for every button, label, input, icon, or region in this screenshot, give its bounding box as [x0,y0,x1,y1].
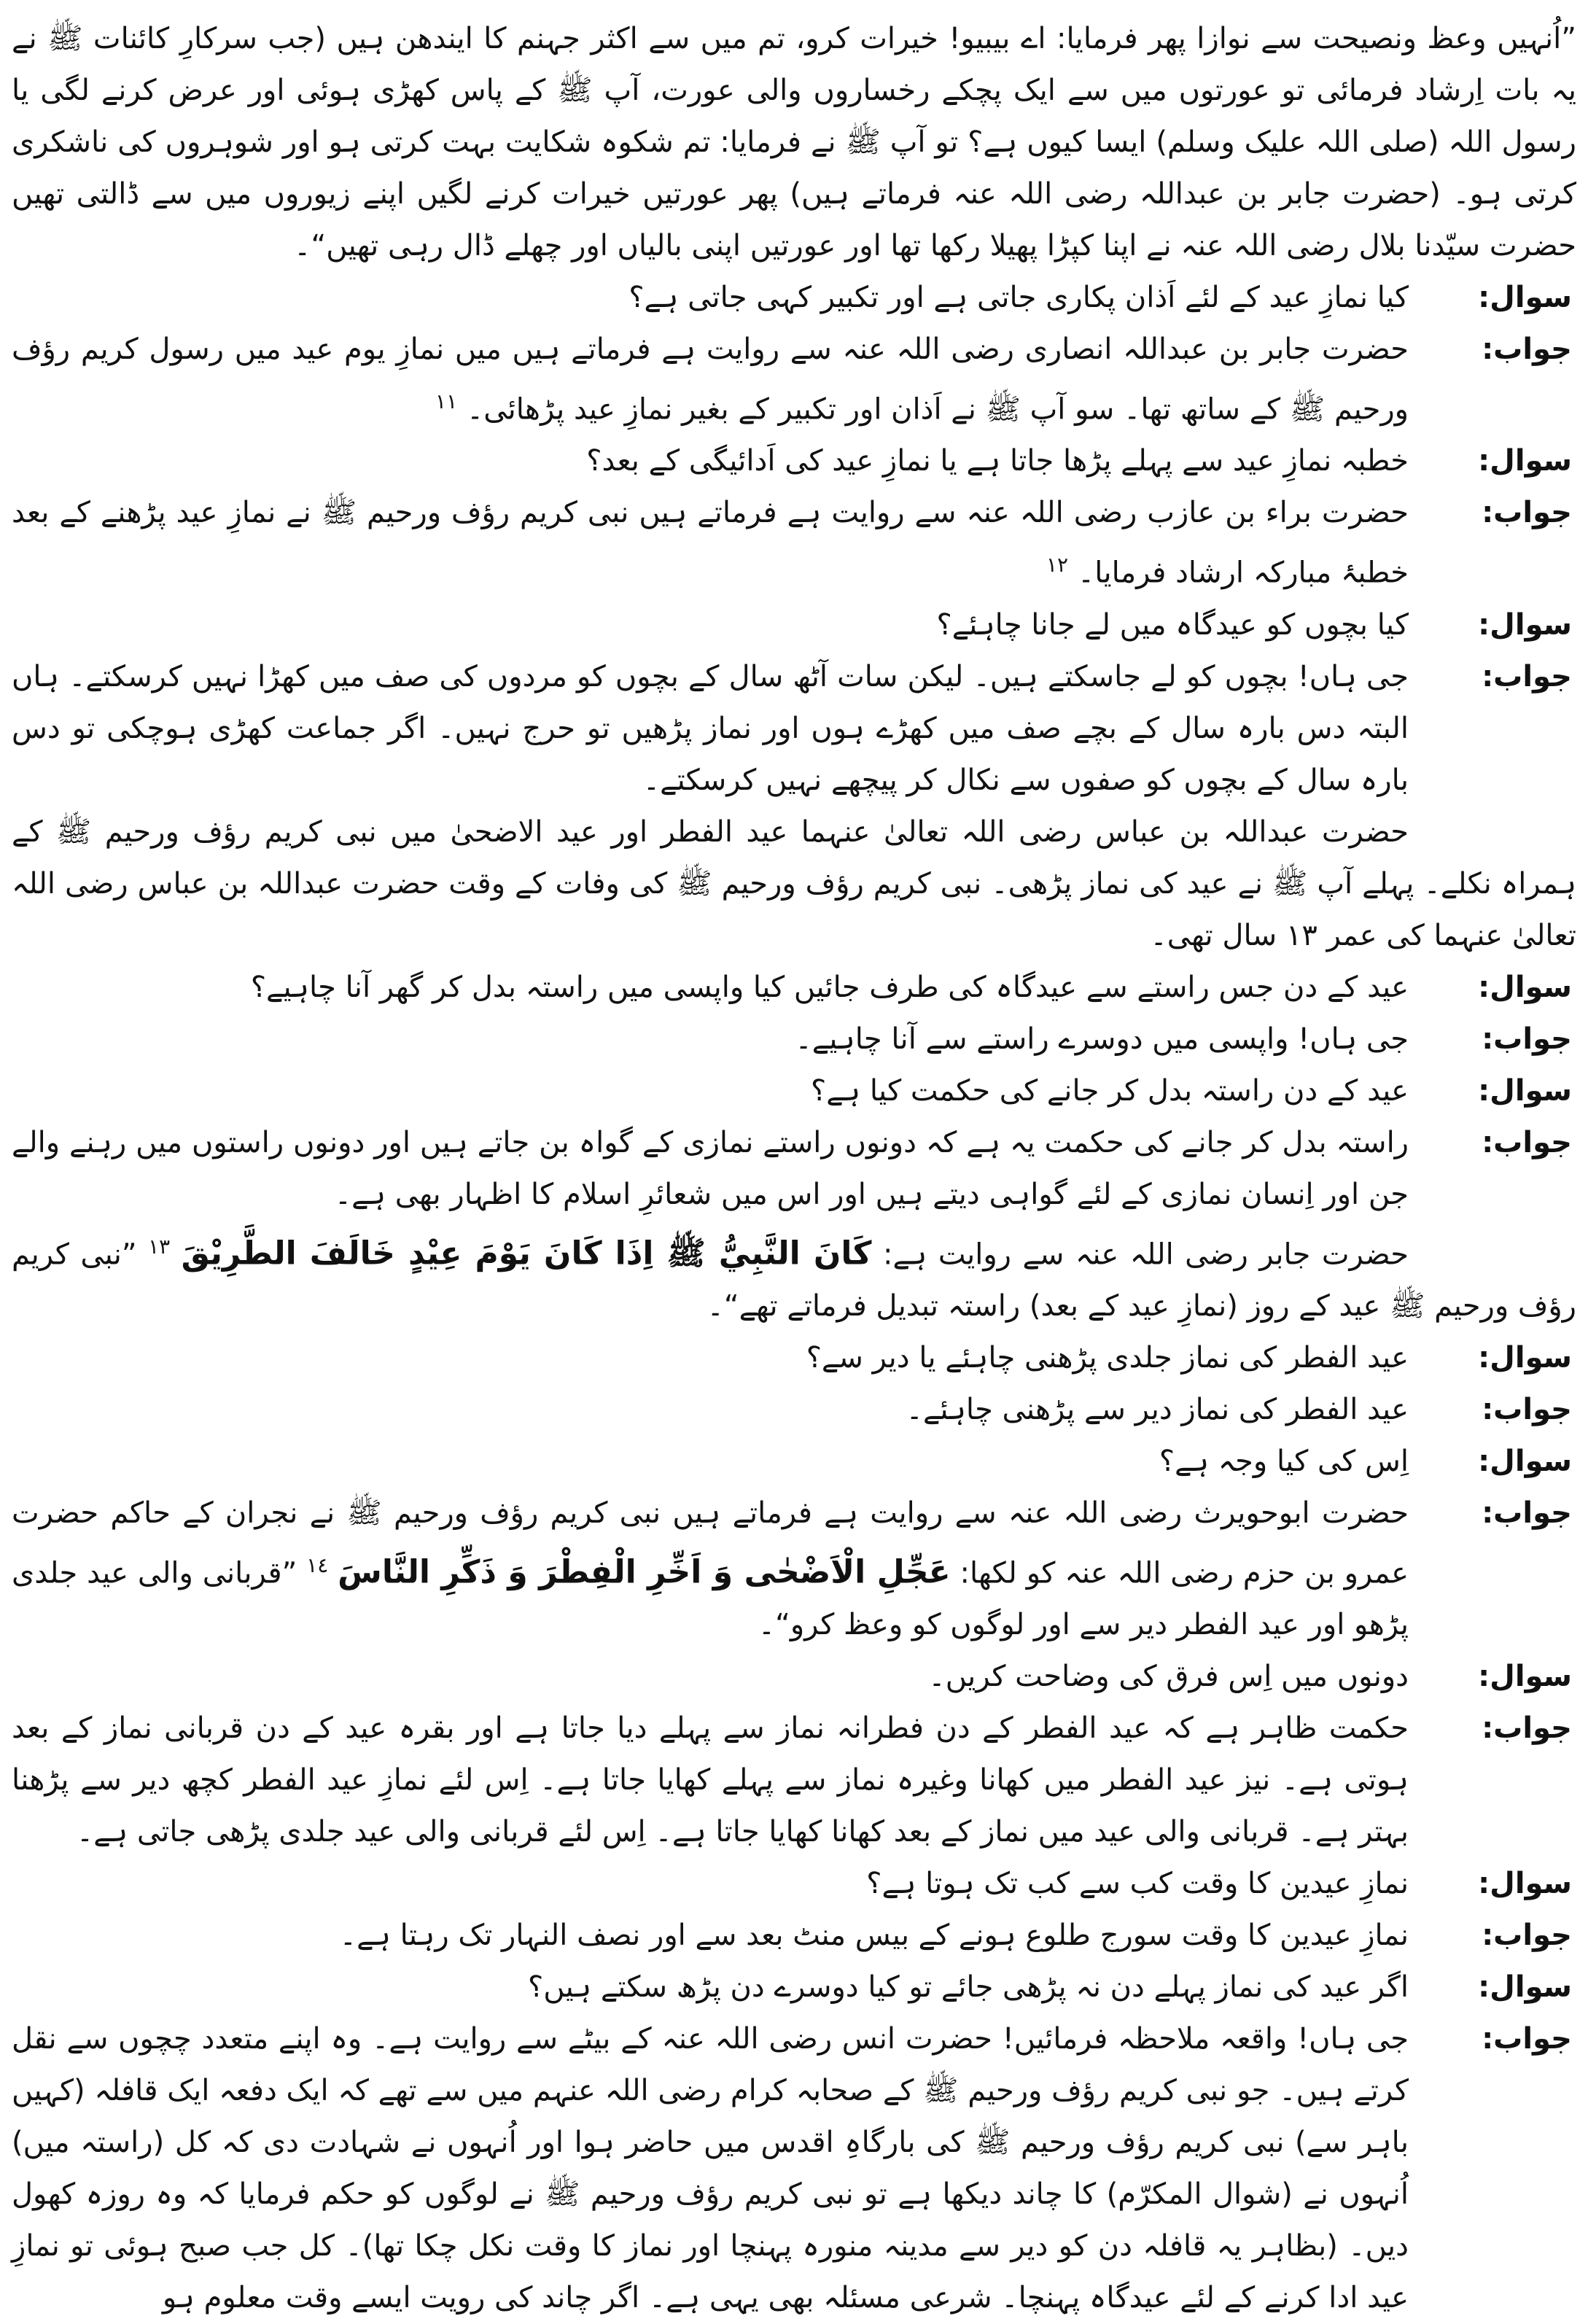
question-row [12,272,1576,324]
answer-text [12,487,1409,599]
question-text: عید الفطر کی نماز جلدی پڑھنی چاہئے یا دیر سے؟ [806,1340,1409,1375]
question-label: سوال: [1478,1073,1572,1108]
arabic-hadith: عَجِّلِ الْاَضْحٰى وَ اَخِّرِ الْفِطْرَ وَ ذَكِّرِ النَّاسَ [338,1553,951,1591]
answer-text: جی ہاں! واپسی میں دوسرے راستے سے آنا چاہیے۔ [795,1022,1409,1056]
question-row [12,1962,1576,2013]
footnote-ref: ١٤ [306,1552,329,1577]
question-text: خطبہ نمازِ عید سے پہلے پڑھا جاتا ہے یا نمازِ عید کی اَدائیگی کے بعد؟ [586,444,1409,478]
hadith-intro: حضرت ابوحویرث رضی اللہ عنہ سے روایت ہے فرماتے ہیں نبی کریم رؤف ورحیم ﷺ نے نجران کے حاکم حضرت عمرو بن حزم رضی اللہ عنہ کو لکھا: [12,1496,1409,1590]
question-label: سوال: [1478,281,1572,314]
answer-label: جواب: [1482,2022,1572,2056]
question-text: اِس کی کیا وجہ ہے؟ [1159,1444,1409,1478]
answer-text: جی ہاں! واقعہ ملاحظہ فرمائیں! حضرت انس رضی اللہ عنہ کے بیٹے سے روایت ہے۔ وہ اپنے متعدد چچوں سے نقل کرتے ہیں۔ جو نبی کریم رؤف ورحیم ﷺ کے صحابہ کرام رضی اللہ عنہم میں سے تھے کہ ایک دفعہ ایک قافلہ (کہیں باہر سے) نبی کریم رؤف ورحیم ﷺ کی بارگاہِ اقدس میں حاضر ہوا اور اُنہوں نے شہادت دی کہ کل (راستہ میں) اُنہوں نے (شوال المکرّم) کا چاند دیکھا ہے تو نبی کریم رؤف ورحیم ﷺ نے لوگوں کو حکم فرمایا کہ وہ روزہ کھول دیں۔ (بظاہر یہ قافلہ دن کو دیر سے مدینہ منورہ پہنچا اور نماز کا وقت نکل چکا تھا)۔ کل جب صبح ہوئی تو نمازِ عید ادا کرنے کے لئے عیدگاہ پہنچا۔ شرعی مسئلہ بھی یہی ہے۔ اگر چاند کی رویت ایسے وقت معلوم ہو [12,2022,1409,2315]
question-text: کیا بچوں کو عیدگاہ میں لے جانا چاہئے؟ [936,607,1409,642]
paragraph-jabir-hadith [12,1221,1576,1332]
answer-row [12,1384,1576,1436]
answer-row [12,324,1576,435]
hadith-translation: ”قربانی والی عید جلدی پڑھو اور عید الفطر دیر سے اور لوگوں کو وعظ کرو“۔ [12,1556,1409,1642]
question-label: سوال: [1478,1867,1572,1901]
answer-text: عید الفطر کی نماز دیر سے پڑھنی چاہئے۔ [906,1392,1409,1426]
answer-row [12,487,1576,599]
answer-row [12,2013,1576,2324]
answer-row [12,1703,1576,1858]
question-label: سوال: [1478,444,1572,478]
answer-text: راستہ بدل کر جانے کی حکمت یہ ہے کہ دونوں راستے نمازی کے گواہ بن جاتے ہیں اور دونوں راستوں میں رہنے والے جن اور اِنسان نمازی کے لئے گواہی دیتے ہیں اور اس میں شعائرِ اسلام کا اظہار بھی ہے۔ [12,1125,1409,1211]
answer-row [12,1014,1576,1065]
question-text: نمازِ عیدین کا وقت کب سے کب تک ہوتا ہے؟ [866,1867,1409,1901]
answer-label: جواب: [1482,1125,1572,1159]
footnote-ref: ١٢ [1046,553,1069,578]
answer-body: حضرت براء بن عازب رضی اللہ عنہ سے روایت ہے فرماتے ہیں نبی کریم رؤف ورحیم ﷺ نے نمازِ عید پڑھنے کے بعد خطبۂ مبارکہ ارشاد فرمایا۔ [12,496,1409,590]
question-label: سوال: [1478,1970,1572,2005]
answer-row [12,651,1576,807]
question-row [12,435,1576,487]
answer-text: نمازِ عیدین کا وقت سورج طلوع ہونے کے بیس منٹ بعد سے اور نصف النہار تک رہتا ہے۔ [339,1919,1409,1953]
answer-body: حضرت جابر بن عبداللہ انصاری رضی اللہ عنہ سے روایت ہے فرماتے ہیں میں نمازِ یوم عید میں رسول کریم رؤف ورحیم ﷺ کے ساتھ تھا۔ سو آپ ﷺ نے اَذان اور تکبیر کے بغیر نمازِ عید پڑھائی۔ [12,333,1409,427]
question-label: سوال: [1478,1444,1572,1478]
answer-row [12,1117,1576,1221]
question-text: دونوں میں اِس فرق کی وضاحت کریں۔ [928,1660,1409,1694]
answer-row [12,1910,1576,1962]
answer-label: جواب: [1482,659,1572,693]
answer-label: جواب: [1482,1496,1572,1530]
hadith-intro: حضرت جابر رضی اللہ عنہ سے روایت ہے: [883,1237,1409,1271]
question-label: سوال: [1478,1340,1572,1375]
answer-row [12,1488,1576,1651]
answer-label: جواب: [1482,1022,1572,1056]
hadith-translation: ”نبی کریم رؤف ورحیم ﷺ عید کے روز (نمازِ عید کے بعد) راستہ تبدیل فرماتے تھے“۔ [12,1237,1576,1323]
question-text: عید کے دن راستہ بدل کر جانے کی حکمت کیا ہے؟ [811,1073,1409,1108]
answer-label: جواب: [1482,1392,1572,1426]
question-row [12,1065,1576,1117]
question-label: سوال: [1478,607,1572,642]
footnote-ref: ١٣ [148,1234,171,1259]
question-text: کیا نمازِ عید کے لئے اَذان پکاری جاتی ہے اور تکبیر کہی جاتی ہے؟ [628,281,1409,314]
question-text: عید کے دن جس راستے سے عیدگاہ کی طرف جائیں کیا واپسی میں راستہ بدل کر گھر آنا چاہیے؟ [250,970,1409,1004]
answer-text: جی ہاں! بچوں کو لے جاسکتے ہیں۔ لیکن سات آٹھ سال کے بچوں کو مردوں کی صف میں کھڑا نہیں کرسکتے۔ ہاں البتہ دس بارہ سال کے بچے صف میں کھڑے ہوں اور نماز پڑھیں تو حرج نہیں۔ اگر جماعت کھڑی ہوچکی تو دس بارہ سال کے بچوں کو صفوں سے نکال کر پیچھے نہیں کرسکتے۔ [12,659,1409,797]
answer-text: حکمت ظاہر ہے کہ عید الفطر کے دن فطرانہ نماز سے پہلے دیا جاتا ہے اور بقرہ عید کے دن قربانی نماز کے بعد ہوتی ہے۔ نیز عید الفطر میں کھانا وغیرہ نماز سے پہلے کھایا جاتا ہے۔ اِس لئے نمازِ عید الفطر کچھ دیر سے پڑھنا بہتر ہے۔ قربانی والی عید میں نماز کے بعد کھانا کھایا جاتا ہے۔ اِس لئے قربانی والی عید جلدی پڑھی جاتی ہے۔ [12,1711,1409,1849]
question-row [12,962,1576,1014]
answer-label: جواب: [1482,1711,1572,1746]
question-label: سوال: [1478,1660,1572,1694]
answer-label: جواب: [1482,1919,1572,1953]
question-text: اگر عید کی نماز پہلے دن نہ پڑھی جائے تو کیا دوسرے دن پڑھ سکتے ہیں؟ [527,1970,1409,2005]
question-label: سوال: [1478,970,1572,1004]
question-row [12,599,1576,651]
paragraph-ibn-abbas: حضرت عبداللہ بن عباس رضی اللہ تعالیٰ عنہما عید الفطر اور عید الاضحیٰ میں نبی کریم رؤف ورحیم ﷺ کے ہمراہ نکلے۔ پہلے آپ ﷺ نے عید کی نماز پڑھی۔ نبی کریم رؤف ورحیم ﷺ کی وفات کے وقت حضرت عبداللہ بن عباس رضی اللہ تعالیٰ عنہما کی عمر ١٣ سال تھی۔ [12,815,1576,952]
answer-label: جواب: [1482,333,1572,366]
footnote-ref: ١١ [435,389,458,413]
arabic-hadith: كَانَ النَّبِيُّ ﷺ اِذَا كَانَ يَوْمَ عِيْدٍ خَالَفَ الطَّرِيْقَ [181,1234,872,1272]
question-row [12,1858,1576,1910]
paragraph-sermon-continuation: ”اُنہیں وعظ ونصیحت سے نوازا پھر فرمایا: اے بیبیو! خیرات کرو، تم میں سے اکثر جہنم کا ایندھن ہیں (جب سرکارِ کائنات ﷺ نے یہ بات اِرشاد فرمائی تو عورتوں میں سے ایک پچکے رخساروں والی عورت، آپ ﷺ کے پاس کھڑی ہوئی اور عرض کرنے لگی یا رسول اللہ (صلی اللہ علیک وسلم) ایسا کیوں ہے؟ تو آپ ﷺ نے فرمایا: تم شکوہ شکایت بہت کرتی ہو اور شوہروں کی ناشکری کرتی ہو۔ (حضرت جابر بن عبداللہ رضی اللہ عنہ فرماتے ہیں) پھر عورتیں خیرات کرنے لگیں اپنے زیوروں میں سے ڈالتی تھیں حضرت سیّدنا بلال رضی اللہ عنہ نے اپنا کپڑا پھیلا رکھا تھا اور عورتیں اپنی بالیاں اور چھلے ڈال رہی تھیں“۔ [12,22,1576,263]
question-row [12,1436,1576,1488]
question-row [12,1651,1576,1703]
answer-label: جواب: [1482,496,1572,530]
question-row [12,1332,1576,1384]
answer-text [12,324,1409,435]
answer-text [12,1488,1409,1651]
